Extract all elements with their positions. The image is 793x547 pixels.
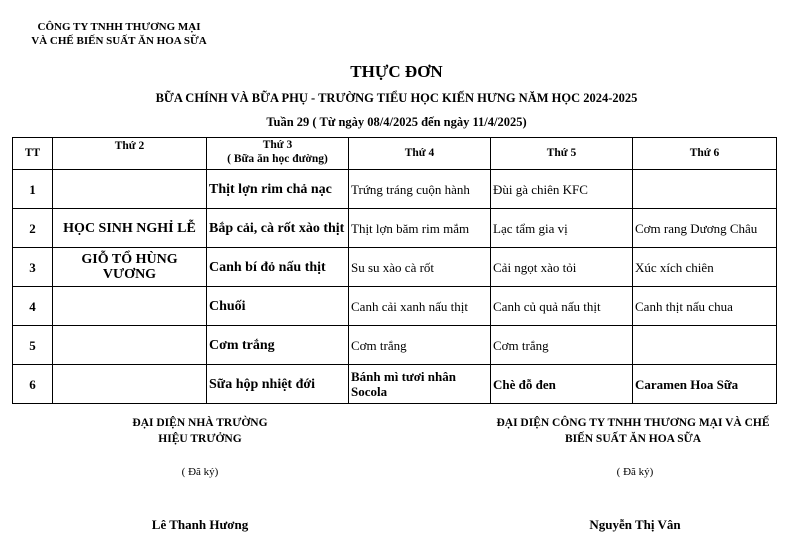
holiday-note-2: GIỖ TỔ HÙNG VƯƠNG xyxy=(53,248,207,287)
cell-thu-2 xyxy=(53,287,207,326)
cell-thu-3: Cơm trắng xyxy=(207,326,349,365)
company-signer-name: Nguyễn Thị Vân xyxy=(589,517,681,532)
cell-thu-6: Canh thịt nấu chua xyxy=(633,287,777,326)
cell-thu-4: Su su xào cà rốt xyxy=(349,248,491,287)
cell-tt: 1 xyxy=(13,170,53,209)
school-signature-line-1: ĐẠI DIỆN NHÀ TRƯỜNG xyxy=(132,417,268,429)
cell-tt: 5 xyxy=(13,326,53,365)
header-tt: TT xyxy=(13,138,53,170)
cell-thu-6: Xúc xích chiên xyxy=(633,248,777,287)
document-title: THỰC ĐƠN xyxy=(350,62,443,81)
cell-thu-4: Trứng tráng cuộn hành xyxy=(349,170,491,209)
table-row xyxy=(13,248,777,287)
school-signature-line-2: HIỆU TRƯỞNG xyxy=(158,433,242,445)
cell-thu-6: Cơm rang Dương Châu xyxy=(633,209,777,248)
header-thu-3-label: Thứ 3 xyxy=(262,139,293,151)
header-thu-5: Thứ 5 xyxy=(491,138,633,170)
cell-tt: 3 xyxy=(13,248,53,287)
cell-thu-4: Cơm trắng xyxy=(349,326,491,365)
school-signature-block xyxy=(100,415,300,447)
cell-thu-4: Thịt lợn băm rim mắm xyxy=(349,209,491,248)
table-row xyxy=(13,287,777,326)
week-range: Tuần 29 ( Từ ngày 08/4/2025 đến ngày 11/4/2025) xyxy=(266,115,527,129)
header-thu-4: Thứ 4 xyxy=(349,138,491,170)
company-line-2: VÀ CHẾ BIẾN SUẤT ĂN HOA SỮA xyxy=(31,35,207,47)
header-thu-3 xyxy=(207,138,349,170)
company-signature-line-1: ĐẠI DIỆN CÔNG TY TNHH THƯƠNG MẠI VÀ CHẾ xyxy=(496,417,770,429)
cell-thu-5: Đùi gà chiên KFC xyxy=(491,170,633,209)
table-row xyxy=(13,209,777,248)
cell-thu-2 xyxy=(53,365,207,404)
cell-thu-5: Cải ngọt xào tỏi xyxy=(491,248,633,287)
header-thu-6: Thứ 6 xyxy=(633,138,777,170)
cell-thu-4: Bánh mì tươi nhân Socola xyxy=(349,365,491,404)
document-subtitle: BỮA CHÍNH VÀ BỮA PHỤ - TRƯỜNG TIỂU HỌC KIẾN HƯNG NĂM HỌC 2024-2025 xyxy=(155,91,638,105)
cell-thu-5: Canh củ quả nấu thịt xyxy=(491,287,633,326)
cell-tt: 6 xyxy=(13,365,53,404)
cell-thu-5: Cơm trắng xyxy=(491,326,633,365)
company-signed-note: ( Đã ký) xyxy=(616,466,654,478)
cell-thu-6: Caramen Hoa Sữa xyxy=(633,365,777,404)
company-signature-line-2: BIẾN SUẤT ĂN HOA SỮA xyxy=(564,433,702,445)
holiday-note-1: HỌC SINH NGHỈ LỄ xyxy=(53,209,207,248)
cell-tt: 4 xyxy=(13,287,53,326)
table-row xyxy=(13,326,777,365)
cell-thu-3: Canh bí đỏ nấu thịt xyxy=(207,248,349,287)
cell-thu-5: Lạc tẩm gia vị xyxy=(491,209,633,248)
cell-thu-2 xyxy=(53,170,207,209)
cell-thu-3: Thịt lợn rim chả nạc xyxy=(207,170,349,209)
school-signer-name: Lê Thanh Hương xyxy=(151,517,249,532)
cell-thu-3: Chuối xyxy=(207,287,349,326)
menu-table xyxy=(12,137,777,404)
cell-thu-2 xyxy=(53,326,207,365)
cell-thu-6 xyxy=(633,170,777,209)
header-thu-3-sub: ( Bữa ăn học đường) xyxy=(227,153,328,165)
company-signature-block xyxy=(470,415,793,447)
table-row xyxy=(13,365,777,404)
company-line-1: CÔNG TY TNHH THƯƠNG MẠI xyxy=(37,21,201,33)
table-row xyxy=(13,170,777,209)
cell-thu-3: Bắp cải, cà rốt xào thịt xyxy=(207,209,349,248)
table-header-row xyxy=(13,138,777,170)
cell-thu-3: Sữa hộp nhiệt đới xyxy=(207,365,349,404)
cell-tt: 2 xyxy=(13,209,53,248)
cell-thu-4: Canh cải xanh nấu thịt xyxy=(349,287,491,326)
company-header xyxy=(0,20,238,48)
cell-thu-5: Chè đỗ đen xyxy=(491,365,633,404)
header-thu-2: Thứ 2 xyxy=(53,138,207,170)
school-signed-note: ( Đã ký) xyxy=(181,466,219,478)
cell-thu-6 xyxy=(633,326,777,365)
